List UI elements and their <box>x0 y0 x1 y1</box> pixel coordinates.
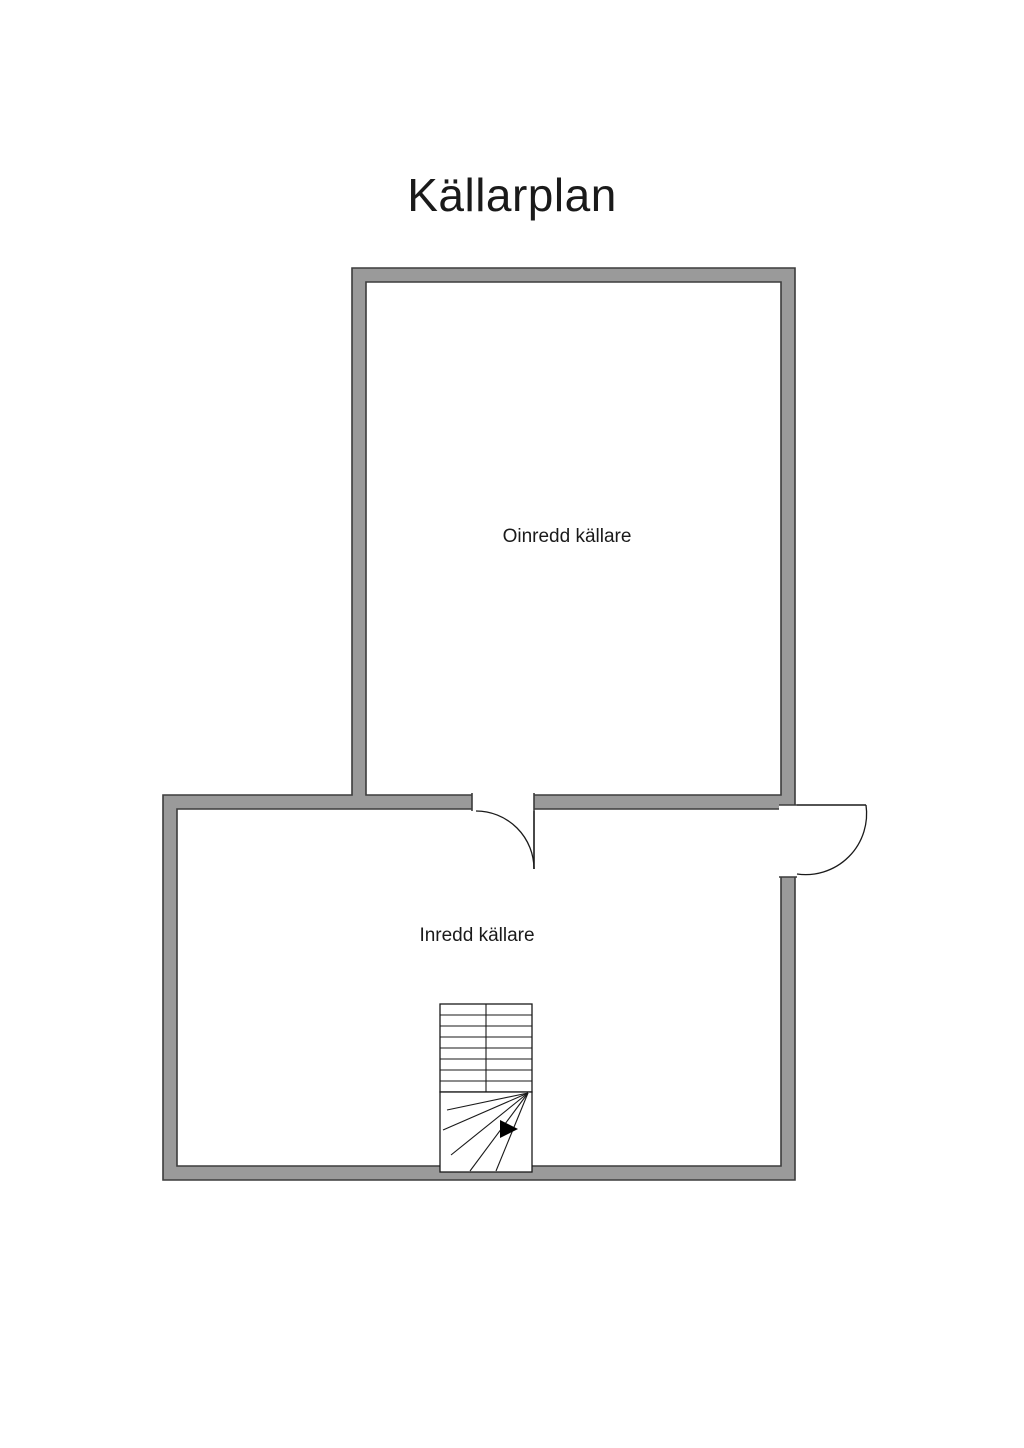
room-label-oinredd-kallare: Oinredd källare <box>502 526 632 547</box>
staircase <box>440 1004 532 1172</box>
stair-winder-outline <box>440 1092 532 1172</box>
interior-door-opening <box>472 793 534 811</box>
exterior-door-swing <box>797 805 867 875</box>
page-title: Källarplan <box>407 169 617 221</box>
room-label-inredd-kallare: Inredd källare <box>419 925 535 946</box>
exterior-door-arc <box>797 805 867 875</box>
exterior-door-opening <box>779 805 797 877</box>
